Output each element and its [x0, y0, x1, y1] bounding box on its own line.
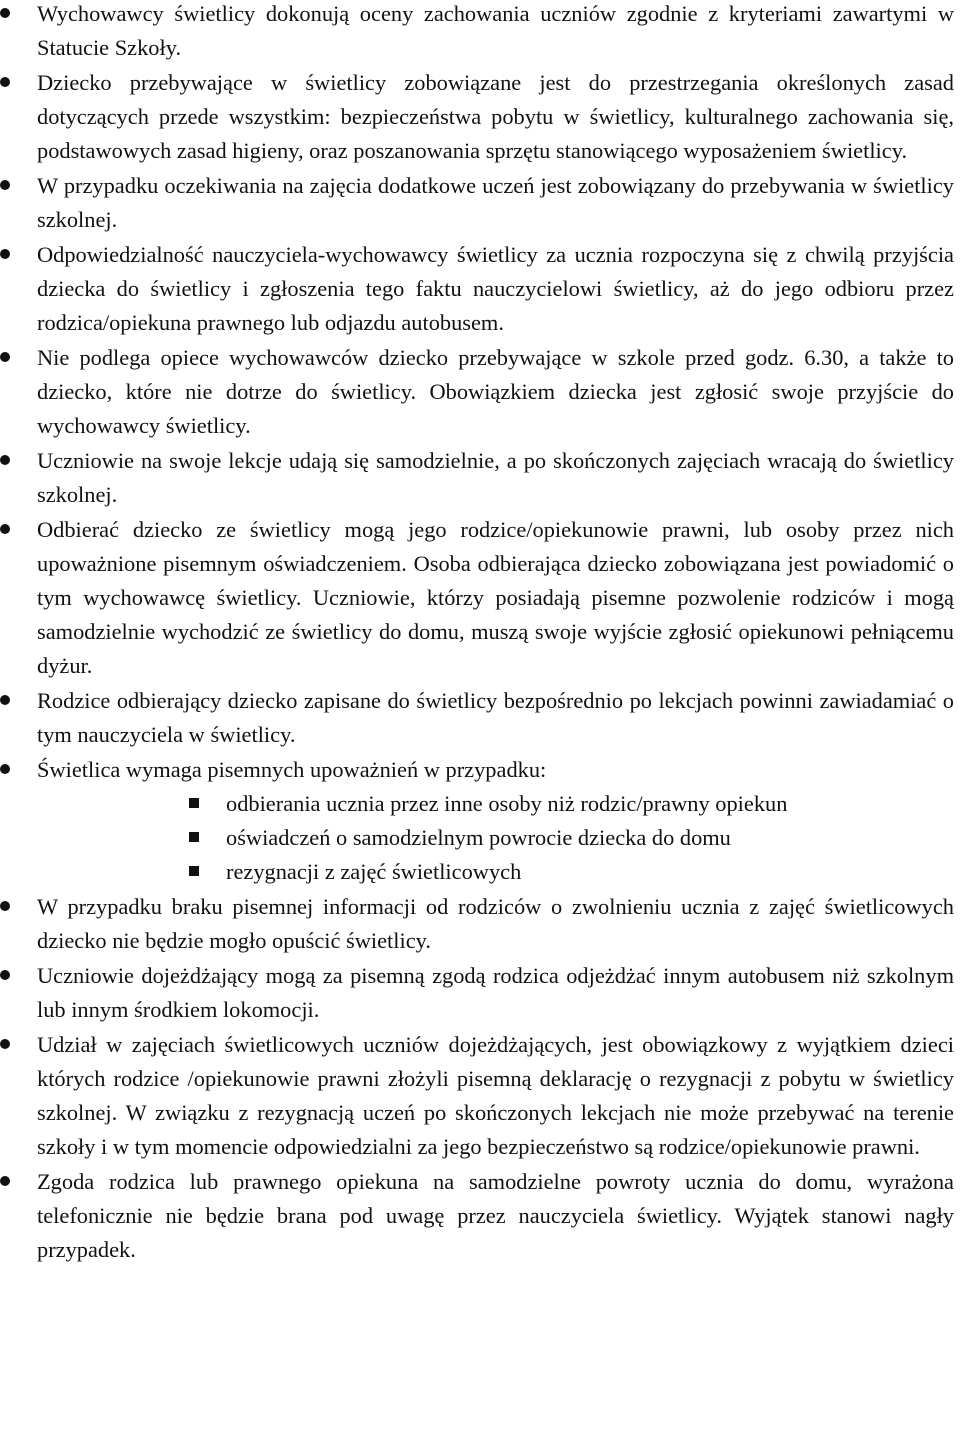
list-item-text: Wychowawcy świetlicy dokonują oceny zachowania uczniów zgodnie z kryteriami zawartymi w Statucie Szkoły. [37, 1, 954, 60]
list-item [0, 1028, 954, 1164]
sub-list-item-text: oświadczeń o samodzielnym powrocie dziecka do domu [226, 825, 731, 850]
list-item [0, 341, 954, 443]
list-item-text: Uczniowie na swoje lekcje udają się samodzielnie, a po skończonych zajęciach wracają do świetlicy szkolnej. [37, 448, 954, 507]
bullet-icon [0, 77, 10, 87]
square-bullet-icon [189, 798, 199, 808]
list-item-text: Udział w zajęciach świetlicowych uczniów dojeżdżających, jest obowiązkowy z wyjątkiem dzieci których rodzice /opiekunowie prawni złożyli pisemną deklarację o rezygnacji z pobytu w świetlicy szkolnej. W związku z rezygnacją uczeń po skończonych lekcjach nie może przebywać na terenie szkoły i w tym momencie odpowiedzialni za jego bezpieczeństwo są rodzice/opiekunowie prawni. [37, 1032, 954, 1159]
list-item [0, 66, 954, 168]
bullet-icon [0, 901, 10, 911]
square-bullet-icon [189, 832, 199, 842]
list-item [0, 0, 954, 65]
sub-list [37, 787, 954, 889]
list-item-text: Zgoda rodzica lub prawnego opiekuna na samodzielne powroty ucznia do domu, wyrażona telefonicznie nie będzie brana pod uwagę przez nauczyciela świetlicy. Wyjątek stanowi nagły przypadek. [37, 1169, 954, 1262]
bullet-icon [0, 764, 10, 774]
bullet-icon [0, 695, 10, 705]
list-item-text: W przypadku braku pisemnej informacji od rodziców o zwolnieniu ucznia z zajęć świetlicowych dziecko nie będzie mogło opuścić świetlicy. [37, 894, 954, 953]
list-item [0, 684, 954, 752]
list-item [0, 238, 954, 340]
sub-list-item [189, 821, 954, 855]
square-bullet-icon [189, 866, 199, 876]
bullet-icon [0, 249, 10, 259]
list-item [0, 169, 954, 237]
bullet-icon [0, 180, 10, 190]
list-item [0, 753, 954, 889]
list-item-text: Odbierać dziecko ze świetlicy mogą jego rodzice/opiekunowie prawni, lub osoby przez nich upoważnione pisemnym oświadczeniem. Osoba odbierająca dziecko zobowiązana jest powiadomić o tym wychowawcę świetlicy. Uczniowie, którzy posiadają pisemne pozwolenie rodziców i mogą samodzielnie wychodzić ze świetlicy do domu, muszą swoje wyjście zgłosić opiekunowi pełniącemu dyżur. [37, 517, 954, 678]
sub-list-item-text: rezygnacji z zajęć świetlicowych [226, 859, 522, 884]
list-item [0, 1165, 954, 1267]
list-item-text: Dziecko przebywające w świetlicy zobowiązane jest do przestrzegania określonych zasad dotyczących przede wszystkim: bezpieczeństwa pobytu w świetlicy, kulturalnego zachowania się, podstawowych zasad higieny, oraz poszanowania sprzętu stanowiącego wyposażeniem świetlicy. [37, 70, 954, 163]
bullet-icon [0, 8, 10, 18]
sub-list-item [189, 787, 954, 821]
list-item [0, 513, 954, 683]
bullet-icon [0, 455, 10, 465]
bullet-icon [0, 1176, 10, 1186]
list-item-text: Uczniowie dojeżdżający mogą za pisemną zgodą rodzica odjeżdżać innym autobusem niż szkolnym lub innym środkiem lokomocji. [37, 963, 954, 1022]
list-item-text: Rodzice odbierający dziecko zapisane do świetlicy bezpośrednio po lekcjach powinni zawiadamiać o tym nauczyciela w świetlicy. [37, 688, 954, 747]
bullet-icon [0, 970, 10, 980]
list-item [0, 444, 954, 512]
list-item [0, 959, 954, 1027]
sub-list-item [189, 855, 954, 889]
list-item-text: W przypadku oczekiwania na zajęcia dodatkowe uczeń jest zobowiązany do przebywania w świetlicy szkolnej. [37, 173, 954, 232]
bullet-icon [0, 352, 10, 362]
bullet-icon [0, 1039, 10, 1049]
sub-list-item-text: odbierania ucznia przez inne osoby niż rodzic/prawny opiekun [226, 791, 788, 816]
list-item-text: Odpowiedzialność nauczyciela-wychowawcy świetlicy za ucznia rozpoczyna się z chwilą przyjścia dziecka do świetlicy i zgłoszenia tego faktu nauczycielowi świetlicy, aż do jego odbioru przez rodzica/opiekuna prawnego lub odjazdu autobusem. [37, 242, 954, 335]
list-item [0, 890, 954, 958]
list-item-text: Nie podlega opiece wychowawców dziecko przebywające w szkole przed godz. 6.30, a także to dziecko, które nie dotrze do świetlicy. Obowiązkiem dziecka jest zgłosić swoje przyjście do wychowawcy świetlicy. [37, 345, 954, 438]
bullet-icon [0, 524, 10, 534]
list-item-text: Świetlica wymaga pisemnych upoważnień w przypadku: [37, 757, 547, 782]
